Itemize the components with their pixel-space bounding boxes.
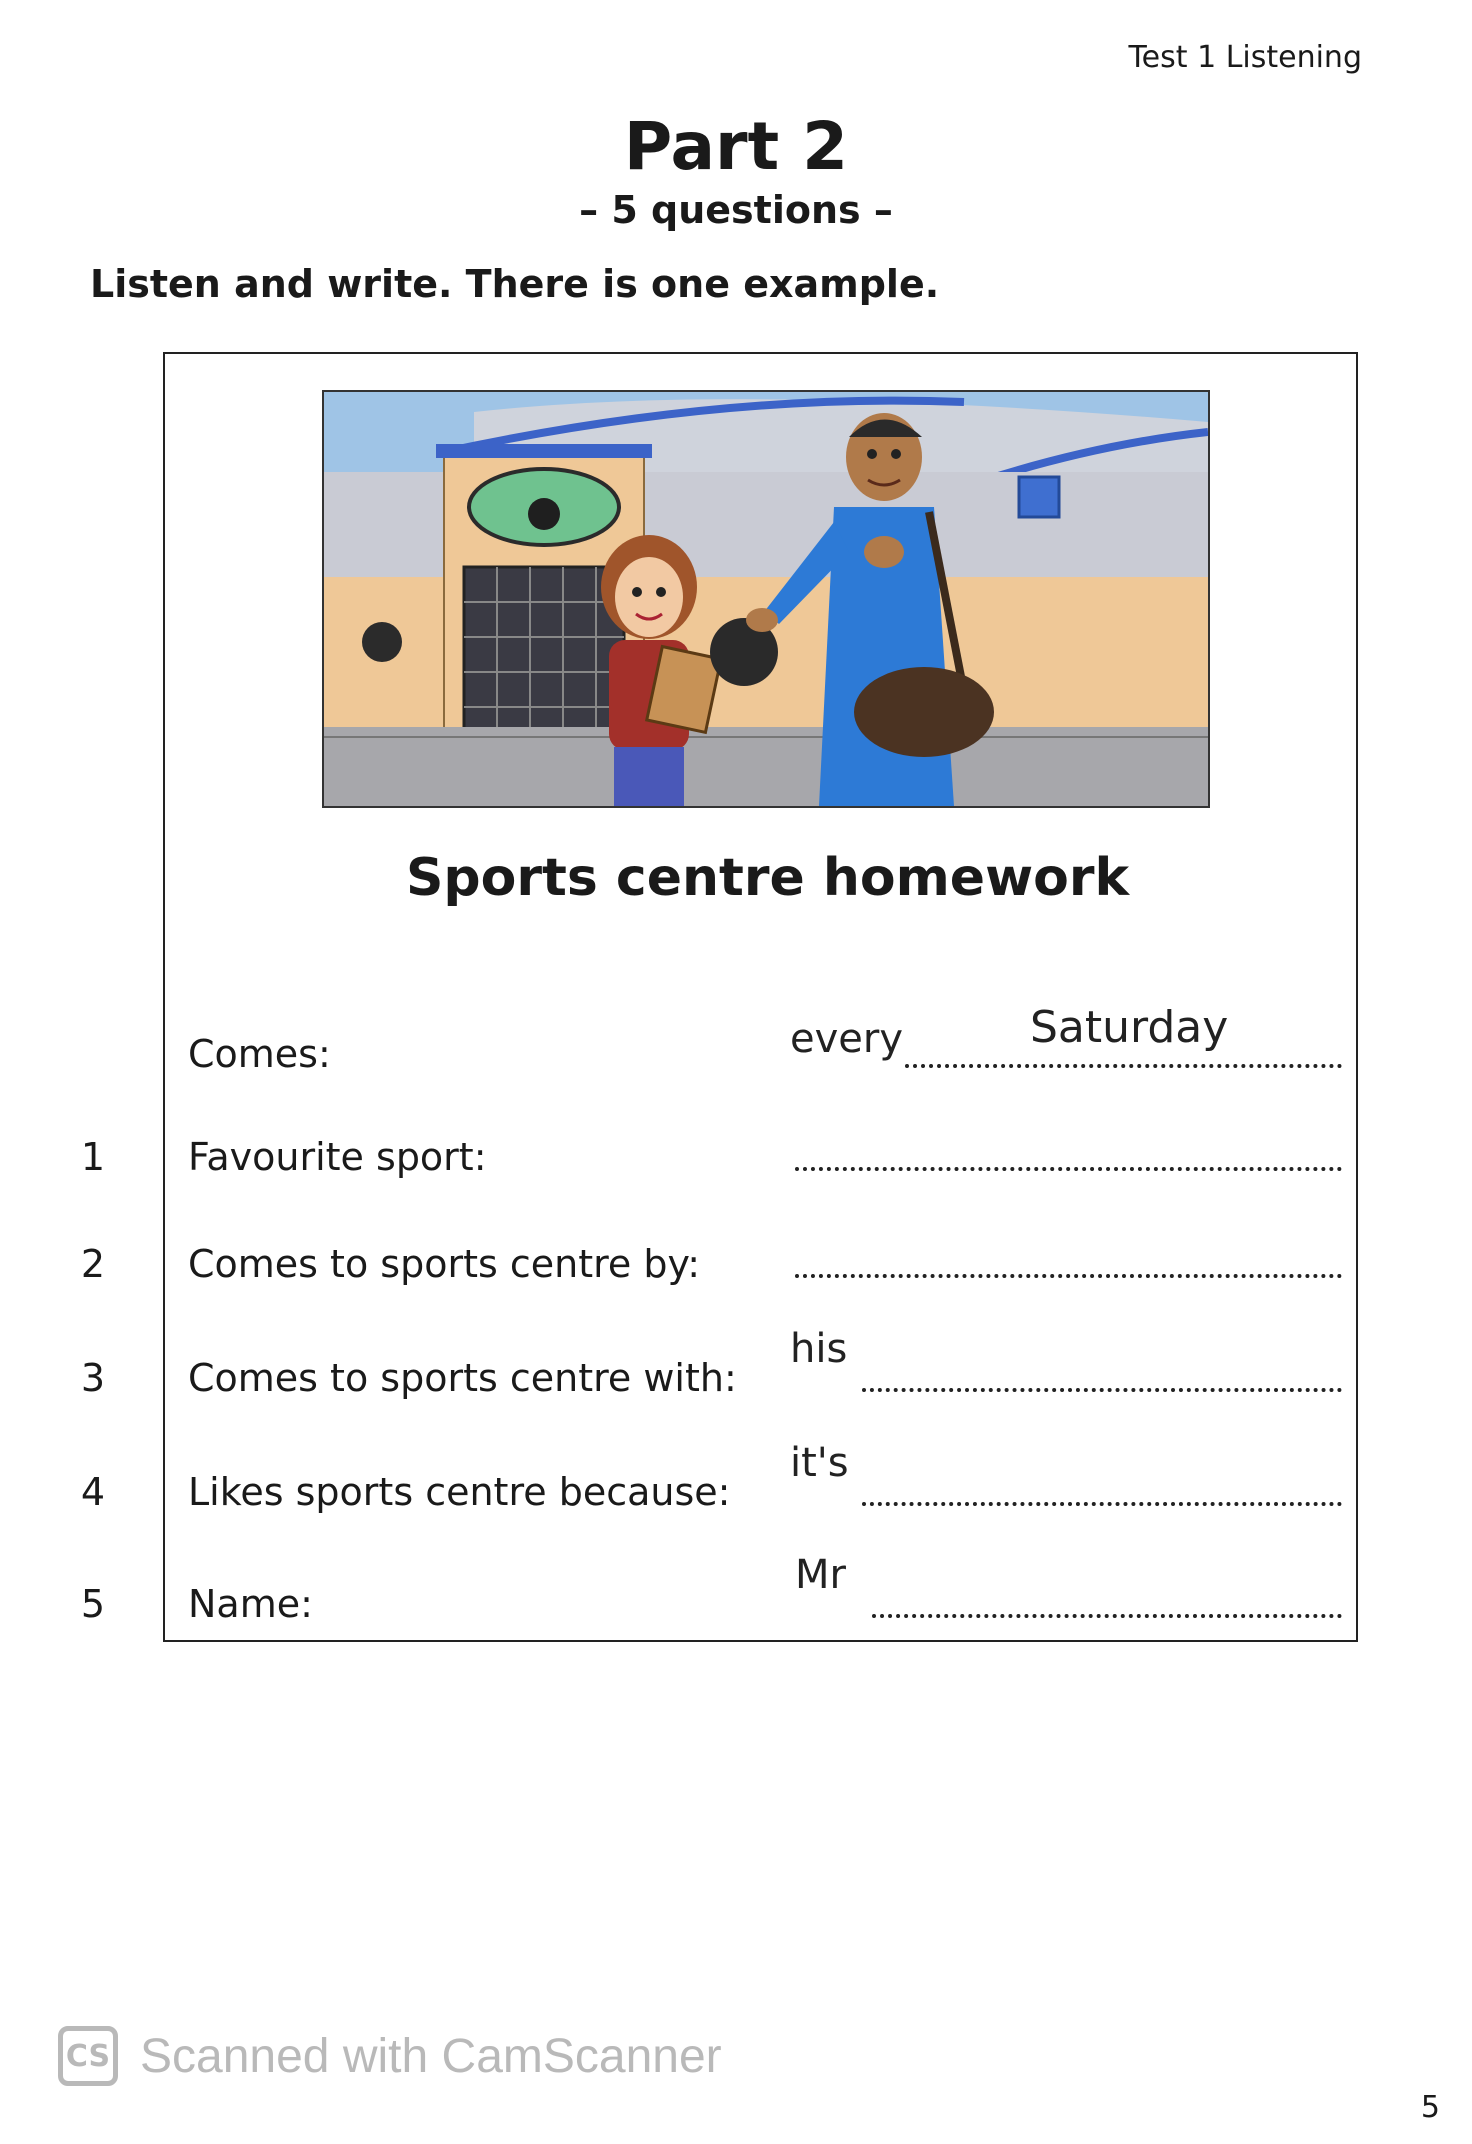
- question-row: [0, 1232, 1472, 1312]
- question-number: 3: [80, 1356, 106, 1400]
- answer-line[interactable]: [872, 1614, 1342, 1618]
- example-answer-line: [905, 1064, 1342, 1068]
- scanner-watermark: [58, 2020, 722, 2092]
- question-label: Favourite sport:: [188, 1135, 487, 1179]
- example-row: [0, 1002, 1472, 1102]
- question-number: 4: [80, 1470, 106, 1514]
- form-title: Sports centre homework: [405, 848, 1130, 908]
- question-number: 1: [80, 1135, 106, 1179]
- question-row: [0, 1125, 1472, 1205]
- instruction-text: Listen and write. There is one example.: [90, 262, 940, 306]
- answer-prefix: Mr: [795, 1552, 846, 1598]
- question-row: [0, 1326, 1472, 1426]
- example-label: Comes:: [188, 1032, 331, 1076]
- question-label: Name:: [188, 1582, 313, 1626]
- question-label: Comes to sports centre by:: [188, 1242, 700, 1286]
- question-label: Likes sports centre because:: [188, 1470, 731, 1514]
- part-title: Part 2: [623, 108, 849, 185]
- page-number: 5: [1420, 2090, 1440, 2125]
- question-number: 2: [80, 1242, 106, 1286]
- question-label: Comes to sports centre with:: [188, 1356, 737, 1400]
- question-row: [0, 1552, 1472, 1652]
- part-subtitle: – 5 questions –: [579, 188, 893, 232]
- question-row: [0, 1440, 1472, 1540]
- answer-line[interactable]: [795, 1167, 1342, 1171]
- answer-line[interactable]: [862, 1388, 1342, 1392]
- answer-line[interactable]: [795, 1274, 1342, 1278]
- answer-line[interactable]: [862, 1502, 1342, 1506]
- question-number: 5: [80, 1582, 106, 1626]
- example-prefix: every: [790, 1016, 904, 1062]
- section-label: Test 1 Listening: [1128, 40, 1362, 75]
- answer-prefix: it's: [790, 1440, 849, 1486]
- example-answer: Saturday: [1030, 1002, 1229, 1053]
- answer-prefix: his: [790, 1326, 848, 1372]
- sports-centre-illustration: [322, 390, 1210, 808]
- camscanner-logo-icon: CS: [58, 2026, 118, 2086]
- scanner-text: Scanned with CamScanner: [140, 2029, 722, 2083]
